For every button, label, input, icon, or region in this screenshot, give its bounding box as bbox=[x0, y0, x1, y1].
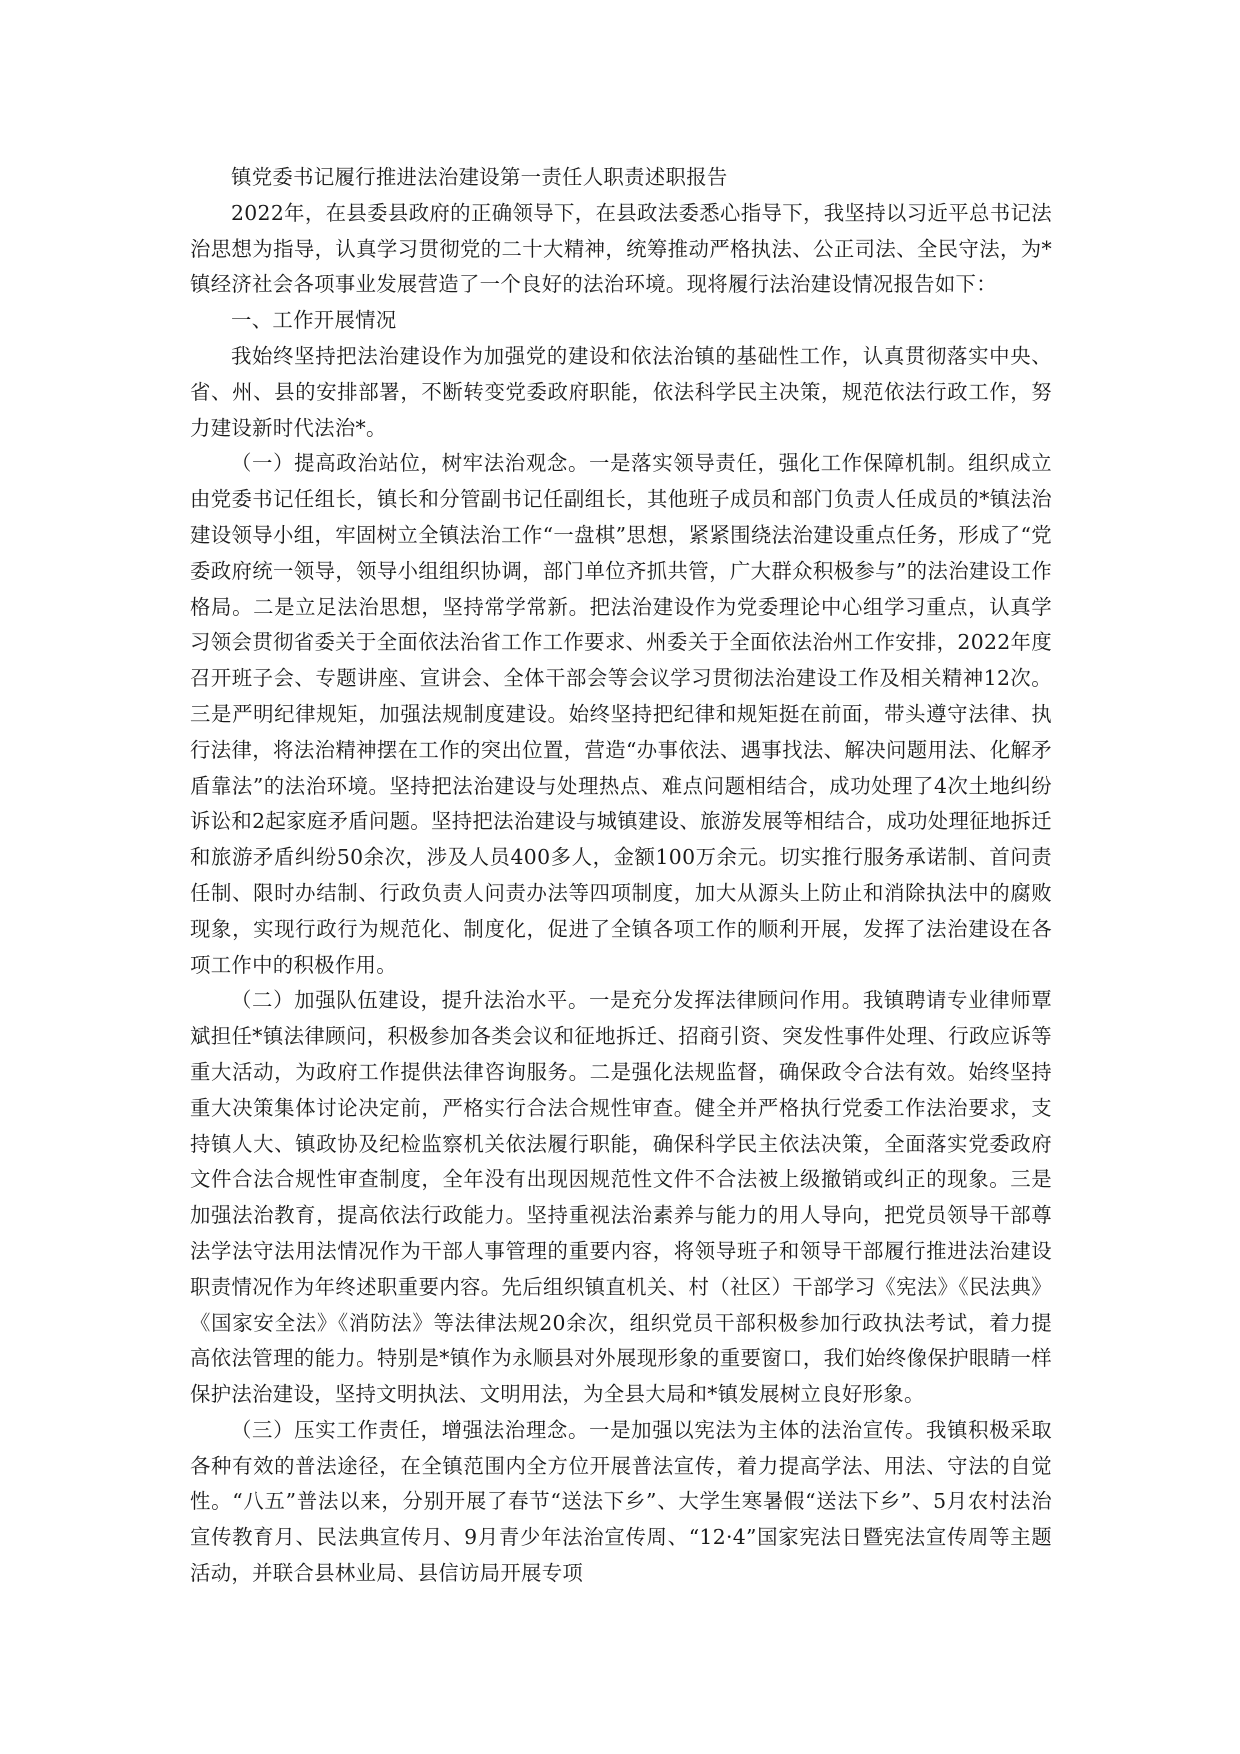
intro-paragraph: 2022年，在县委县政府的正确领导下，在县政法委悉心指导下，我坚持以习近平总书记法治思想为指导，认真学习贯彻党的二十大精神，统筹推动严格执法、公正司法、全民守法，为*镇经济社会各项事业发展营造了一个良好的法治环境。现将履行法治建设情况报告如下： bbox=[190, 200, 1052, 297]
subsection-2-paragraph: （二）加强队伍建设，提升法治水平。一是充分发挥法律顾问作用。我镇聘请专业律师覃斌担任*镇法律顾问，积极参加各类会议和征地拆迁、招商引资、突发性事件处理、行政应诉等重大活动，为政府工作提供法律咨询服务。二是强化法规监督，确保政令合法有效。始终坚持重大决策集体讨论决定前，严格实行合法合规性审查。健全并严格执行党委工作法治要求，支持镇人大、镇政协及纪检监察机关依法履行职能，确保科学民主依法决策，全面落实党委政府文件合法合规性审查制度，全年没有出现因规范性文件不合法被上级撤销或纠正的现象。三是加强法治教育，提高依法行政能力。坚持重视法治素养与能力的用人导向，把党员领导干部尊法学法守法用法情况作为干部人事管理的重要内容，将领导班子和领导干部履行推进法治建设职责情况作为年终述职重要内容。先后组织镇直机关、村（社区）干部学习《宪法》《民法典》《国家安全法》《消防法》等法律法规20余次，组织党员干部积极参加行政执法考试，着力提高依法管理的能力。特别是*镇作为永顺县对外展现形象的重要窗口，我们始终像保护眼睛一样保护法治建设，坚持文明执法、文明用法，为全县大局和*镇发展树立良好形象。 bbox=[190, 988, 1052, 1407]
section-heading: 一、工作开展情况 bbox=[231, 308, 397, 333]
subsection-3-paragraph: （三）压实工作责任，增强法治理念。一是加强以宪法为主体的法治宣传。我镇积极采取各种有效的普法途径，在全镇范围内全方位开展普法宣传，着力提高学法、用法、守法的自觉性。“八五”普法以来，分别开展了春节“送法下乡”、大学生寒暑假“送法下乡”、5月农村法治宣传教育月、民法典宣传月、9月青少年法治宣传周、“12·4”国家宪法日暨宪法宣传周等主题活动，并联合县林业局、县信访局开展专项 bbox=[190, 1417, 1052, 1586]
overview-paragraph: 我始终坚持把法治建设作为加强党的建设和依法治镇的基础性工作，认真贯彻落实中央、省、州、县的安排部署，不断转变党委政府职能，依法科学民主决策，规范依法行政工作，努力建设新时代法治*。 bbox=[190, 343, 1052, 440]
subsection-1-paragraph: （一）提高政治站位，树牢法治观念。一是落实领导责任，强化工作保障机制。组织成立由党委书记任组长，镇长和分管副书记任副组长，其他班子成员和部门负责人任成员的*镇法治建设领导小组，牢固树立全镇法治工作“一盘棋”思想，紧紧围绕法治建设重点任务，形成了“党委政府统一领导，领导小组组织协调，部门单位齐抓共管，广大群众积极参与”的法治建设工作格局。二是立足法治思想，坚持常学常新。把法治建设作为党委理论中心组学习重点，认真学习领会贯彻省委关于全面依法治省工作工作要求、州委关于全面依法治州工作安排，2022年度召开班子会、专题讲座、宣讲会、全体干部会等会议学习贯彻法治建设工作及相关精神12次。三是严明纪律规矩，加强法规制度建设。始终坚持把纪律和规矩挺在前面，带头遵守法律、执行法律，将法治精神摆在工作的突出位置，营造“办事依法、遇事找法、解决问题用法、化解矛盾靠法”的法治环境。坚持把法治建设与处理热点、难点问题相结合，成功处理了4次土地纠纷诉讼和2起家庭矛盾问题。坚持把法治建设与城镇建设、旅游发展等相结合，成功处理征地拆迁和旅游矛盾纠纷50余次，涉及人员400多人，金额100万余元。切实推行服务承诺制、首问责任制、限时办结制、行政负责人问责办法等四项制度，加大从源头上防止和消除执法中的腐败现象，实现行政行为规范化、制度化，促进了全镇各项工作的顺利开展，发挥了法治建设在各项工作中的积极作用。 bbox=[190, 451, 1052, 977]
document-title: 镇党委书记履行推进法治建设第一责任人职责述职报告 bbox=[231, 165, 728, 189]
document-page bbox=[190, 160, 1052, 1592]
